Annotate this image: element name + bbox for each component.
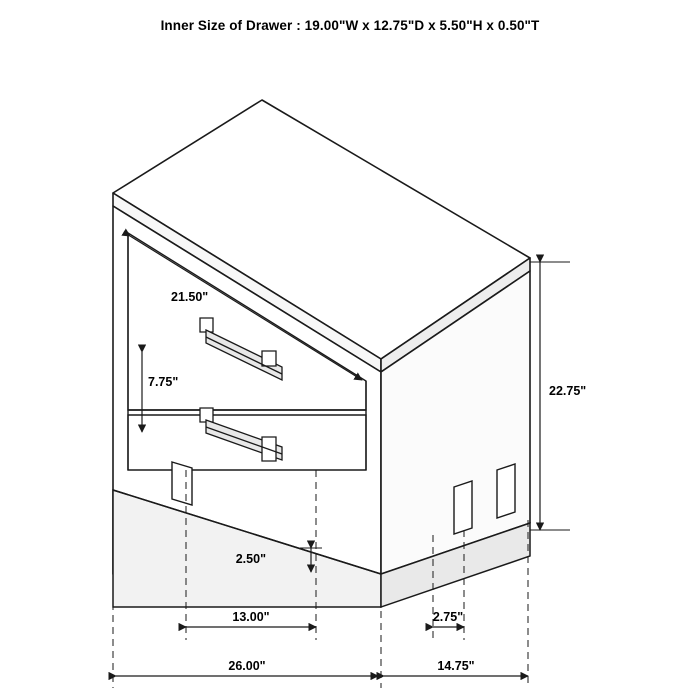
leg-front-left: [172, 462, 192, 505]
page-title: Inner Size of Drawer : 19.00"W x 12.75"D x 5.50"H x 0.50"T: [160, 18, 540, 33]
label-drawer-width: 21.50": [171, 290, 209, 304]
label-total-height: 22.75": [549, 384, 587, 398]
label-total-width: 26.00": [228, 659, 266, 673]
leg-back-right: [454, 481, 472, 534]
label-handle-span: 13.00": [232, 610, 270, 624]
label-side-depth: 14.75": [437, 659, 475, 673]
label-leg-height: 2.50": [235, 552, 266, 566]
label-foot-depth: 2.75": [432, 610, 464, 624]
label-drawer-height: 7.75": [148, 375, 179, 389]
leg-front-right: [497, 464, 515, 518]
